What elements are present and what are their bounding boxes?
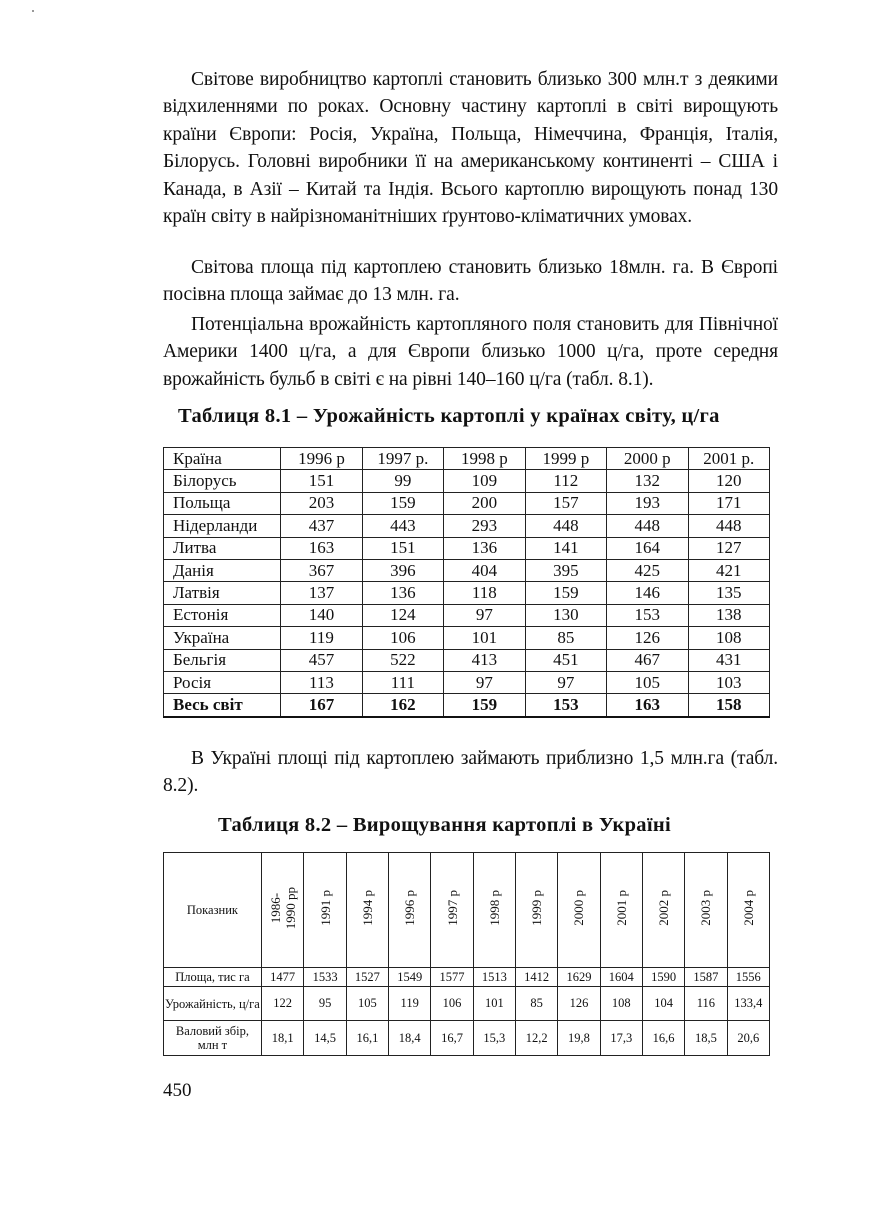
country-cell: Нідерланди (164, 515, 281, 537)
value-cell: 437 (281, 515, 362, 537)
country-cell: Латвія (164, 582, 281, 604)
value-cell: 1556 (727, 968, 769, 987)
value-cell: 17,3 (600, 1021, 642, 1056)
value-cell: 163 (607, 694, 688, 717)
year-label: 1999 р (529, 890, 545, 926)
value-cell: 140 (281, 604, 362, 626)
year-column-header (600, 853, 642, 968)
column-header: 1999 р (525, 448, 606, 470)
yield-by-country-table (163, 447, 770, 718)
value-cell: 163 (281, 537, 362, 559)
value-cell: 106 (362, 627, 443, 649)
country-cell: Бельгія (164, 649, 281, 671)
value-cell: 126 (558, 987, 600, 1021)
value-cell: 136 (362, 582, 443, 604)
value-cell: 104 (642, 987, 684, 1021)
table-row (164, 582, 770, 604)
table-row (164, 649, 770, 671)
column-header: Країна (164, 448, 281, 470)
value-cell: 200 (444, 492, 525, 514)
value-cell: 85 (515, 987, 557, 1021)
value-cell: 97 (444, 604, 525, 626)
table-row (164, 968, 770, 987)
table-row (164, 671, 770, 693)
value-cell: 413 (444, 649, 525, 671)
value-cell: 1629 (558, 968, 600, 987)
value-cell: 395 (525, 559, 606, 581)
value-cell: 467 (607, 649, 688, 671)
value-cell: 158 (688, 694, 770, 717)
year-column-header (642, 853, 684, 968)
value-cell: 425 (607, 559, 688, 581)
table-row (164, 515, 770, 537)
country-cell: Польща (164, 492, 281, 514)
scan-speck (32, 10, 34, 12)
value-cell: 421 (688, 559, 770, 581)
table-row (164, 559, 770, 581)
paragraph-world-area (163, 254, 778, 309)
value-cell: 18,4 (389, 1021, 431, 1056)
value-cell: 95 (304, 987, 346, 1021)
value-cell: 85 (525, 627, 606, 649)
value-cell: 448 (525, 515, 606, 537)
indicator-label: Урожайність, ц/га (164, 987, 262, 1021)
value-cell: 14,5 (304, 1021, 346, 1056)
value-cell: 153 (525, 694, 606, 717)
paragraph-text: Світове виробництво картоплі становить близько 300 млн.т з деякими відхиленнями по роках. Основну частину картоплі в світі вирощують країни Європи: Росія, Україна, Польща, Німеччина, Франція, Італія, Білорусь. Головні виробники її на американському континенті – США і Канада, в Азії – Китай та Індія. Всього картоплю вирощують понад 130 країн світу в найрізноманітніших ґрунтово-кліматичних умовах. (163, 69, 778, 228)
table-row (164, 537, 770, 559)
value-cell: 162 (362, 694, 443, 717)
value-cell: 118 (444, 582, 525, 604)
value-cell: 124 (362, 604, 443, 626)
paragraph-ukraine-area (163, 745, 778, 800)
value-cell: 1549 (389, 968, 431, 987)
value-cell: 159 (444, 694, 525, 717)
value-cell: 293 (444, 515, 525, 537)
value-cell: 457 (281, 649, 362, 671)
value-cell: 431 (688, 649, 770, 671)
year-label: 2002 р (656, 890, 672, 926)
value-cell: 193 (607, 492, 688, 514)
value-cell: 112 (525, 470, 606, 492)
value-cell: 151 (362, 537, 443, 559)
value-cell: 1587 (685, 968, 727, 987)
year-column-header (685, 853, 727, 968)
year-column-header (431, 853, 473, 968)
value-cell: 97 (444, 671, 525, 693)
table-row (164, 492, 770, 514)
value-cell: 153 (607, 604, 688, 626)
table-row (164, 694, 770, 717)
value-cell: 1513 (473, 968, 515, 987)
value-cell: 111 (362, 671, 443, 693)
indicator-label: Площа, тис га (164, 968, 262, 987)
country-cell: Данія (164, 559, 281, 581)
year-label: 1996 р (402, 890, 418, 926)
country-cell: Білорусь (164, 470, 281, 492)
value-cell: 404 (444, 559, 525, 581)
year-column-header (473, 853, 515, 968)
column-header: 2000 р (607, 448, 688, 470)
table1-caption: Таблиця 8.1 – Урожайність картоплі у країнах світу, ц/га (178, 405, 720, 427)
year-column-header (558, 853, 600, 968)
value-cell: 122 (261, 987, 304, 1021)
paragraph-world-production (163, 66, 778, 230)
year-label: 2000 р (571, 890, 587, 926)
value-cell: 1533 (304, 968, 346, 987)
paragraph-text: Потенціальна врожайність картопляного поля становить для Північної Америки 1400 ц/га, а для Європи близько 1000 ц/га, проте середня врожайність бульб в світі є на рівні 140–160 ц/га (табл. 8.1). (163, 314, 778, 390)
paragraph-text: Світова площа під картоплею становить близько 18млн. га. В Європі посівна площа займає до 13 млн. га. (163, 257, 778, 306)
value-cell: 20,6 (727, 1021, 769, 1056)
value-cell: 138 (688, 604, 770, 626)
year-label: 2003 р (698, 890, 714, 926)
value-cell: 99 (362, 470, 443, 492)
value-cell: 1412 (515, 968, 557, 987)
value-cell: 16,1 (346, 1021, 388, 1056)
column-header: 1998 р (444, 448, 525, 470)
value-cell: 159 (362, 492, 443, 514)
value-cell: 18,5 (685, 1021, 727, 1056)
indicator-label: Валовий збір, млн т (164, 1021, 262, 1056)
country-cell: Естонія (164, 604, 281, 626)
year-label: 2004 р (740, 890, 756, 926)
value-cell: 108 (688, 627, 770, 649)
column-header: 1996 р (281, 448, 362, 470)
value-cell: 443 (362, 515, 443, 537)
country-cell: Литва (164, 537, 281, 559)
value-cell: 141 (525, 537, 606, 559)
value-cell: 97 (525, 671, 606, 693)
value-cell: 1604 (600, 968, 642, 987)
value-cell: 133,4 (727, 987, 769, 1021)
row-header-label: Показник (164, 853, 262, 968)
table-row (164, 470, 770, 492)
year-label: 1997 р (444, 890, 460, 926)
value-cell: 15,3 (473, 1021, 515, 1056)
value-cell: 136 (444, 537, 525, 559)
year-column-header (727, 853, 769, 968)
value-cell: 18,1 (261, 1021, 304, 1056)
year-label: 2001 р (613, 890, 629, 926)
value-cell: 451 (525, 649, 606, 671)
value-cell: 1527 (346, 968, 388, 987)
ukraine-cultivation-table (163, 852, 770, 1056)
value-cell: 113 (281, 671, 362, 693)
value-cell: 106 (431, 987, 473, 1021)
value-cell: 119 (281, 627, 362, 649)
value-cell: 19,8 (558, 1021, 600, 1056)
value-cell: 103 (688, 671, 770, 693)
year-label: 1991 р (317, 890, 333, 926)
table-row (164, 1021, 770, 1056)
value-cell: 16,6 (642, 1021, 684, 1056)
country-cell: Україна (164, 627, 281, 649)
table-header-row (164, 448, 770, 470)
year-column-header (515, 853, 557, 968)
value-cell: 119 (389, 987, 431, 1021)
year-column-header (304, 853, 346, 968)
column-header: 1997 р. (362, 448, 443, 470)
value-cell: 16,7 (431, 1021, 473, 1056)
value-cell: 367 (281, 559, 362, 581)
value-cell: 157 (525, 492, 606, 514)
value-cell: 1477 (261, 968, 304, 987)
value-cell: 167 (281, 694, 362, 717)
paragraph-text: В Україні площі під картоплею займають приблизно 1,5 млн.га (табл. 8.2). (163, 748, 778, 797)
value-cell: 1577 (431, 968, 473, 987)
value-cell: 116 (685, 987, 727, 1021)
year-column-header (261, 853, 304, 968)
value-cell: 146 (607, 582, 688, 604)
value-cell: 105 (607, 671, 688, 693)
value-cell: 126 (607, 627, 688, 649)
country-cell: Росія (164, 671, 281, 693)
table-row (164, 627, 770, 649)
year-label: 1998 р (486, 890, 502, 926)
value-cell: 151 (281, 470, 362, 492)
value-cell: 12,2 (515, 1021, 557, 1056)
value-cell: 203 (281, 492, 362, 514)
value-cell: 522 (362, 649, 443, 671)
value-cell: 448 (688, 515, 770, 537)
value-cell: 120 (688, 470, 770, 492)
value-cell: 171 (688, 492, 770, 514)
year-column-header (389, 853, 431, 968)
year-label: 1994 р (359, 890, 375, 926)
table-header-row (164, 853, 770, 968)
value-cell: 135 (688, 582, 770, 604)
value-cell: 132 (607, 470, 688, 492)
value-cell: 109 (444, 470, 525, 492)
column-header: 2001 р. (688, 448, 770, 470)
year-column-header (346, 853, 388, 968)
value-cell: 164 (607, 537, 688, 559)
country-cell: Весь світ (164, 694, 281, 717)
page-number: 450 (163, 1080, 192, 1101)
table-row (164, 987, 770, 1021)
value-cell: 137 (281, 582, 362, 604)
value-cell: 1590 (642, 968, 684, 987)
value-cell: 448 (607, 515, 688, 537)
value-cell: 130 (525, 604, 606, 626)
value-cell: 105 (346, 987, 388, 1021)
value-cell: 101 (473, 987, 515, 1021)
value-cell: 159 (525, 582, 606, 604)
value-cell: 396 (362, 559, 443, 581)
table-row (164, 604, 770, 626)
table2-caption: Таблиця 8.2 – Вирощування картоплі в Україні (218, 814, 671, 836)
value-cell: 108 (600, 987, 642, 1021)
paragraph-potential-yield (163, 311, 778, 393)
year-label: 1986- 1990 рр (267, 886, 298, 930)
value-cell: 127 (688, 537, 770, 559)
value-cell: 101 (444, 627, 525, 649)
